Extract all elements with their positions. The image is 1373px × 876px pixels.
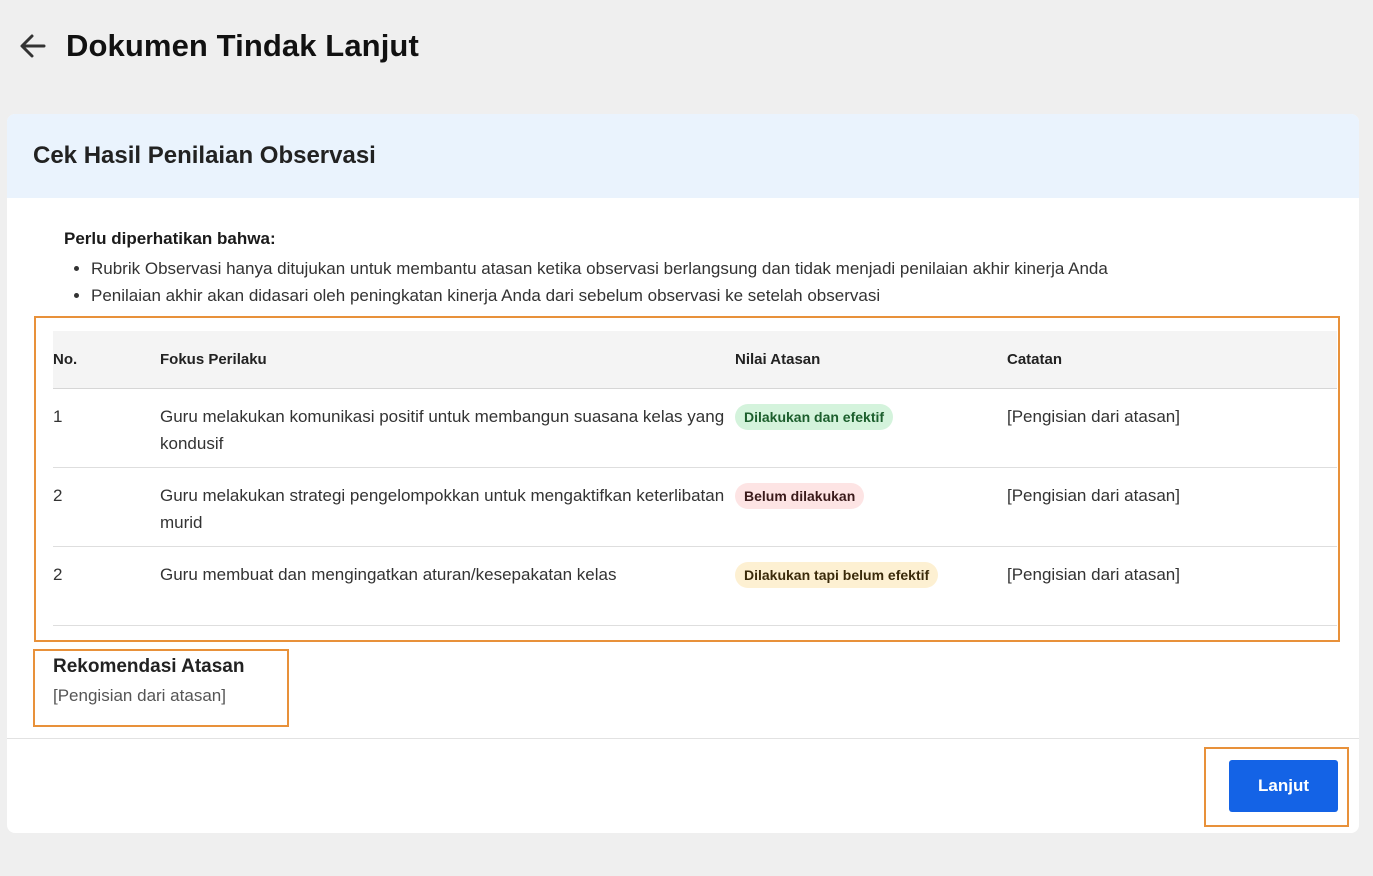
rubric-table xyxy=(53,331,1337,626)
page-title: Dokumen Tindak Lanjut xyxy=(66,28,419,63)
recommendation-title: Rekomendasi Atasan xyxy=(53,656,245,677)
notice-heading: Perlu diperhatikan bahwa: xyxy=(64,229,276,248)
row-note: [Pengisian dari atasan] xyxy=(1007,389,1337,468)
row-number: 2 xyxy=(53,547,160,626)
column-header-note: Catatan xyxy=(1007,331,1337,389)
row-note: [Pengisian dari atasan] xyxy=(1007,547,1337,626)
notice-item: • Rubrik Observasi hanya ditujukan untuk membantu atasan ketika observasi berlangsung dan tidak menjadi penilaian akhir kinerja Anda xyxy=(91,255,1264,282)
row-focus: Guru melakukan strategi pengelompokkan untuk mengaktifkan keterlibatan murid xyxy=(160,468,735,547)
page-header xyxy=(16,24,419,68)
recommendation-section xyxy=(53,656,244,706)
notice-item: • Penilaian akhir akan didasari oleh peningkatan kinerja Anda dari sebelum observasi ke setelah observasi xyxy=(91,282,1264,309)
rating-badge: Dilakukan dan efektif xyxy=(735,404,893,430)
assessment-card xyxy=(7,114,1359,833)
arrow-left-icon xyxy=(18,31,48,61)
recommendation-value: [Pengisian dari atasan] xyxy=(53,686,226,705)
rating-badge: Belum dilakukan xyxy=(735,483,864,509)
card-header xyxy=(7,114,1359,198)
row-number: 1 xyxy=(53,389,160,468)
table-row xyxy=(53,547,1337,626)
footer-divider xyxy=(7,738,1359,739)
card-title: Cek Hasil Penilaian Observasi xyxy=(33,142,376,169)
back-button[interactable] xyxy=(16,29,50,63)
rating-badge: Dilakukan tapi belum efektif xyxy=(735,562,938,588)
row-number: 2 xyxy=(53,468,160,547)
column-header-focus: Fokus Perilaku xyxy=(160,331,735,389)
table-row xyxy=(53,389,1337,468)
row-note: [Pengisian dari atasan] xyxy=(1007,468,1337,547)
column-header-no: No. xyxy=(53,331,160,389)
table-row xyxy=(53,468,1337,547)
row-focus: Guru melakukan komunikasi positif untuk membangun suasana kelas yang kondusif xyxy=(160,389,735,468)
table-header-row xyxy=(53,331,1337,389)
column-header-rating: Nilai Atasan xyxy=(735,331,1007,389)
row-focus: Guru membuat dan mengingatkan aturan/kesepakatan kelas xyxy=(160,547,735,626)
notice-block xyxy=(64,229,1264,309)
next-button[interactable]: Lanjut xyxy=(1229,760,1338,812)
notice-list xyxy=(64,255,1264,309)
